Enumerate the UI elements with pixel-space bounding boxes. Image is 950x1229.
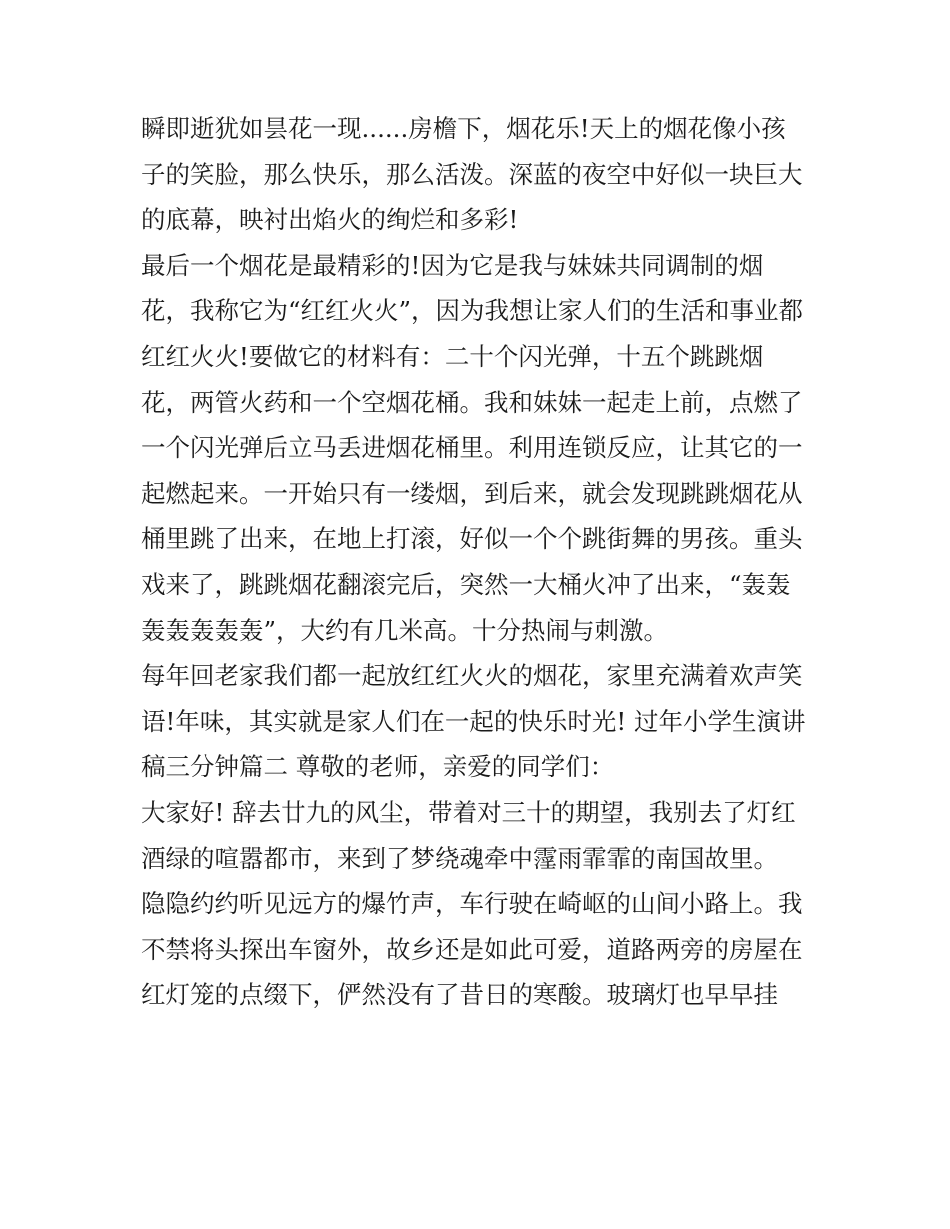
text-line: 红灯笼的点缀下，俨然没有了昔日的寒酸。玻璃灯也早早挂 [141,980,778,1010]
text-line: 瞬即逝犹如昙花一现......房檐下，烟花乐!天上的烟花像小孩 [141,114,786,143]
body-text [141,106,813,1018]
text-line: 的底幕，映衬出焰火的绚烂和多彩! [141,205,519,235]
text-line: 戏来了，跳跳烟花翻滚完后，突然一大桶火冲了出来，“轰轰 [141,569,791,599]
text-line: 隐隐约约听见远方的爆竹声，车行驶在崎岖的山间小路上。我 [141,889,803,919]
text-line: 起燃起来。一开始只有一缕烟，到后来，就会发现跳跳烟花从 [141,478,803,508]
text-line: 桶里跳了出来，在地上打滚，好似一个个跳街舞的男孩。重头 [141,524,803,554]
text-line: 花，两管火药和一个空烟花桶。我和妹妹一起走上前，点燃了 [141,387,803,417]
text-line: 红红火火!要做它的材料有：二十个闪光弹，十五个跳跳烟 [141,341,764,371]
text-line: 花，我称它为“红红火火”，因为我想让家人们的生活和事业都 [141,296,804,326]
text-line: 不禁将头探出车窗外，故乡还是如此可爱，道路两旁的房屋在 [141,934,803,964]
text-line: 轰轰轰轰轰”，大约有几米高。十分热闹与刺激。 [141,615,669,645]
text-line: 一个闪光弹后立马丢进烟花桶里。利用连锁反应，让其它的一 [141,433,803,463]
text-line: 子的笑脸，那么快乐，那么活泼。深蓝的夜空中好似一块巨大 [141,159,803,189]
text-line: 酒绿的喧嚣都市，来到了梦绕魂牵中霪雨霏霏的南国故里。 [141,843,778,873]
text-line: 大家好! 辞去廿九的风尘，带着对三十的期望，我别去了灯红 [141,797,796,827]
text-line: 稿三分钟篇二 尊敬的老师，亲爱的同学们： [141,752,615,782]
text-line: 每年回老家我们都一起放红红火火的烟花，家里充满着欢声笑 [141,661,803,691]
text-line: 语!年味，其实就是家人们在一起的快乐时光! 过年小学生演讲 [141,706,806,736]
text-line: 最后一个烟花是最精彩的!因为它是我与妹妹共同调制的烟 [141,250,764,280]
